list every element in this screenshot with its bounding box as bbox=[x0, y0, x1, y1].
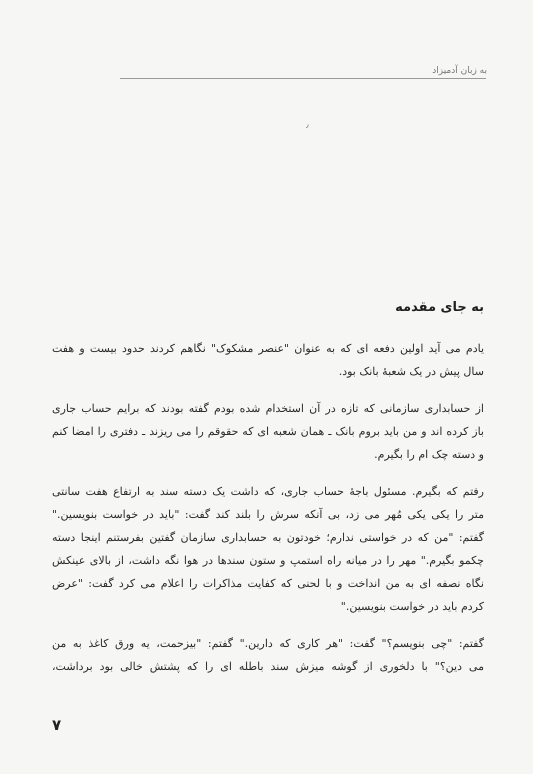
paragraph-line: رفتم که بگیرم. مسئول باجهٔ حساب جاری، که داشت یک دسته سند به ارتفاع هفت سانتی bbox=[52, 485, 484, 498]
paragraph-1 bbox=[52, 337, 484, 383]
paragraph-line: یادم می آید اولین دفعه ای که به عنوان "عنصر مشکوک" نگاهم کردند حدود بیست و هفت bbox=[52, 342, 484, 355]
paragraph-line: کردم باید در خواست بنویسین." bbox=[340, 600, 484, 613]
stray-mark: ٫ bbox=[306, 120, 309, 129]
paragraph-line: چکمو بگیرم." مهر را در میانه راه استمپ و ستون سندها در هوا نگه داشت، از بالای عینکش bbox=[52, 554, 484, 567]
page-number: ۷ bbox=[52, 716, 62, 734]
paragraph-line: باز کرده اند و من باید بروم بانک ـ همان شعبه ای که حقوقم را می ریزند ـ دفتری را امضا کنم bbox=[52, 425, 484, 438]
running-head: به زبان آدمیزاد bbox=[426, 66, 487, 76]
paragraph-line: از حسابداری سازمانی که تازه در آن استخدام شده بودم گفته بودند که برایم حساب جاری bbox=[52, 402, 484, 415]
paragraph-line: سال پیش در یک شعبهٔ بانک بود. bbox=[338, 365, 484, 378]
paragraph-2 bbox=[52, 397, 484, 466]
section-title: به جای مقدمه bbox=[395, 300, 484, 315]
paragraph-line: نگاه نصفه ای به من انداخت و با لحنی که کفایت مذاکرات را اعلام می کرد گفت: "عرض bbox=[52, 577, 484, 590]
paragraph-line: و دسته چک ام را بگیرم. bbox=[374, 448, 484, 461]
paragraph-line: گفتم: "من که در خواستی ندارم؛ خودتون به حسابداری سازمان گفتین بفرستنم اینجا دسته bbox=[52, 531, 484, 544]
header-rule bbox=[120, 78, 486, 79]
paragraph-line: متر را یکی یکی مُهر می زد، بی آنکه سرش را بلند کند گفت: "باید در خواست بنویسین." bbox=[52, 508, 484, 521]
paragraph-line: می دین؟" با دلخوری از گوشه میزش سند باطله ای را که پشتش خالی بود برداشت، bbox=[52, 660, 484, 673]
paragraph-line: گفتم: "چی بنویسم؟" گفت: "هر کاری که دارین." گفتم: "بیزحمت، یه ورق کاغذ به من bbox=[52, 637, 484, 650]
paragraph-4 bbox=[52, 632, 484, 678]
page-content bbox=[52, 300, 484, 692]
paragraph-3 bbox=[52, 480, 484, 618]
